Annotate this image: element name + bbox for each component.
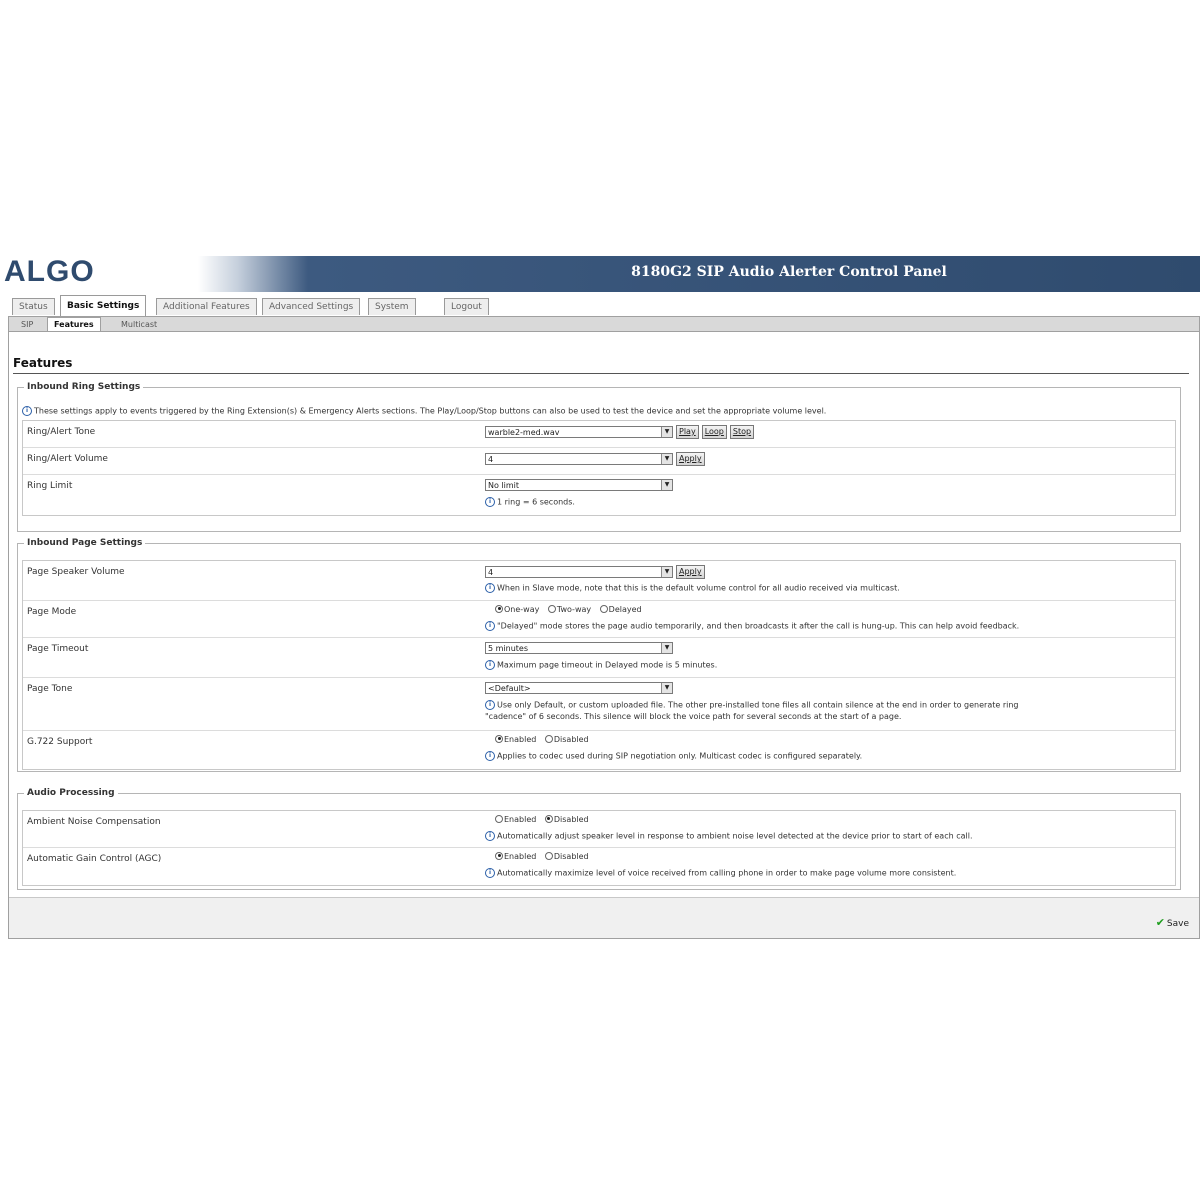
- g722-enabled-radio[interactable]: [495, 735, 503, 743]
- check-icon: ✔: [1155, 916, 1165, 929]
- audio-processing-rows: [22, 810, 1176, 886]
- agc-label: Automatic Gain Control (AGC): [27, 854, 162, 864]
- agc-enabled-label: Enabled: [504, 852, 537, 861]
- anc-hint-text: Automatically adjust speaker level in response to ambient noise level detected at the device prior to start of each call.: [497, 831, 973, 841]
- info-icon: i: [485, 497, 495, 507]
- inbound-ring-note-text: These settings apply to events triggered by the Ring Extension(s) & Emergency Alerts sections. The Play/Loop/Stop buttons can also be used to test the device and set the appropriate volume level.: [34, 406, 827, 416]
- g722-hint-text: Applies to codec used during SIP negotiation only. Multicast codec is configured separately.: [497, 751, 863, 761]
- row-page-tone: [23, 678, 1175, 731]
- subtab-multicast[interactable]: Multicast: [121, 320, 158, 329]
- chevron-down-icon: ▼: [661, 683, 672, 693]
- ring-volume-select[interactable]: [485, 453, 673, 465]
- page-mode-hint-text: "Delayed" mode stores the page audio temporarily, and then broadcasts it after the call is hung-up. This can help avoid feedback.: [497, 621, 1020, 631]
- ring-volume-label: Ring/Alert Volume: [27, 454, 108, 464]
- info-icon: i: [22, 406, 32, 416]
- page-tone-hint: [485, 700, 1018, 710]
- page-tone-hint-text-2: "cadence" of 6 seconds. This silence will block the voice path for several seconds at the start of a page.: [485, 712, 902, 721]
- info-icon: i: [485, 868, 495, 878]
- page-tone-hint-text-1: Use only Default, or custom uploaded file. The other pre-installed tone files all contain silence at the end in order to generate ring: [497, 700, 1019, 710]
- g722-hint: [485, 751, 862, 761]
- inbound-ring-settings: [17, 382, 1181, 532]
- anc-hint: [485, 831, 973, 841]
- page-tone-value: <Default>: [488, 684, 531, 693]
- row-ring-tone: [23, 421, 1175, 448]
- inbound-page-settings: [17, 538, 1181, 772]
- tab-system[interactable]: System: [368, 298, 416, 315]
- chevron-down-icon: ▼: [661, 480, 672, 490]
- ring-limit-hint-text: 1 ring = 6 seconds.: [497, 497, 575, 507]
- anc-disabled-radio[interactable]: [545, 815, 553, 823]
- page-mode-two-way-radio[interactable]: [548, 605, 556, 613]
- play-button[interactable]: Play: [676, 425, 699, 439]
- footer-bar: [9, 897, 1199, 938]
- page-timeout-hint-text: Maximum page timeout in Delayed mode is 5 minutes.: [497, 660, 718, 670]
- features-panel: [8, 331, 1200, 939]
- inbound-ring-legend: Inbound Ring Settings: [27, 382, 141, 392]
- info-icon: i: [485, 831, 495, 841]
- row-page-timeout: [23, 638, 1175, 678]
- page-timeout-label: Page Timeout: [27, 644, 89, 654]
- ring-tone-controls: [485, 425, 754, 439]
- page-speaker-volume-hint: [485, 583, 900, 593]
- page-tone-controls: [485, 682, 673, 694]
- title-banner: [198, 256, 1200, 292]
- ring-limit-value: No limit: [488, 481, 520, 490]
- row-g722: [23, 731, 1175, 769]
- row-page-mode: [23, 601, 1175, 638]
- sub-tabs: [8, 316, 1200, 331]
- inbound-page-legend: Inbound Page Settings: [27, 538, 143, 548]
- ring-volume-controls: [485, 452, 705, 466]
- g722-disabled-radio[interactable]: [545, 735, 553, 743]
- agc-radios: [485, 852, 589, 861]
- page-mode-label: Page Mode: [27, 607, 77, 617]
- page-mode-one-way-radio[interactable]: [495, 605, 503, 613]
- row-anc: [23, 811, 1175, 848]
- info-icon: i: [485, 621, 495, 631]
- apply-page-volume-button[interactable]: Apply: [676, 565, 705, 579]
- anc-radios: [485, 815, 589, 824]
- info-icon: i: [485, 660, 495, 670]
- page-timeout-value: 5 minutes: [488, 644, 529, 653]
- chevron-down-icon: ▼: [661, 454, 672, 464]
- ring-limit-select[interactable]: [485, 479, 673, 491]
- page-mode-two-way-label: Two-way: [556, 605, 592, 614]
- anc-enabled-label: Enabled: [504, 815, 537, 824]
- agc-hint: [485, 868, 956, 878]
- g722-label: G.722 Support: [27, 737, 93, 747]
- page-mode-radios: [485, 605, 642, 614]
- agc-hint-text: Automatically maximize level of voice received from calling phone in order to make page volume more consistent.: [497, 868, 957, 878]
- info-icon: i: [485, 700, 495, 710]
- inbound-page-rows: [22, 560, 1176, 770]
- subtab-features[interactable]: Features: [47, 317, 101, 332]
- g722-radios: [485, 735, 589, 744]
- save-label: Save: [1166, 919, 1189, 929]
- page-title: Features: [13, 356, 1189, 374]
- info-icon: i: [485, 751, 495, 761]
- row-agc: [23, 848, 1175, 885]
- page-timeout-select[interactable]: [485, 642, 673, 654]
- header: [4, 255, 1200, 292]
- page-speaker-volume-hint-text: When in Slave mode, note that this is the default volume control for all audio received via multicast.: [497, 583, 900, 593]
- apply-ring-volume-button[interactable]: Apply: [676, 452, 705, 466]
- save-button[interactable]: [1152, 916, 1193, 930]
- ring-volume-value: 4: [488, 455, 494, 464]
- audio-processing-legend: Audio Processing: [27, 788, 115, 798]
- chevron-down-icon: ▼: [661, 643, 672, 653]
- page-timeout-hint: [485, 660, 717, 670]
- page-speaker-volume-value: 4: [488, 568, 494, 577]
- anc-label: Ambient Noise Compensation: [27, 817, 161, 827]
- chevron-down-icon: ▼: [661, 567, 672, 577]
- row-ring-volume: [23, 448, 1175, 475]
- tab-status[interactable]: Status: [12, 298, 55, 315]
- page-mode-delayed-radio[interactable]: [600, 605, 608, 613]
- chevron-down-icon: ▼: [661, 427, 672, 437]
- agc-disabled-label: Disabled: [553, 852, 589, 861]
- ring-tone-label: Ring/Alert Tone: [27, 427, 96, 437]
- ring-limit-label: Ring Limit: [27, 481, 73, 491]
- ring-limit-hint: [485, 497, 575, 507]
- control-panel-app: [4, 255, 1200, 939]
- page-tone-hint-2: [485, 712, 901, 721]
- tab-logout[interactable]: Logout: [444, 298, 489, 315]
- loop-button[interactable]: Loop: [702, 425, 727, 439]
- page-tone-label: Page Tone: [27, 684, 73, 694]
- page-mode-one-way-label: One-way: [504, 605, 540, 614]
- agc-disabled-radio[interactable]: [545, 852, 553, 860]
- page-timeout-controls: [485, 642, 673, 654]
- row-page-speaker-volume: [23, 561, 1175, 601]
- row-ring-limit: [23, 475, 1175, 515]
- tab-additional-features[interactable]: Additional Features: [156, 298, 257, 315]
- anc-disabled-label: Disabled: [553, 815, 589, 824]
- agc-enabled-radio[interactable]: [495, 852, 503, 860]
- algo-logo: ALGO: [4, 255, 95, 288]
- page-speaker-volume-select[interactable]: [485, 566, 673, 578]
- page-mode-delayed-label: Delayed: [608, 605, 642, 614]
- g722-disabled-label: Disabled: [553, 735, 589, 744]
- page-tone-select[interactable]: [485, 682, 673, 694]
- audio-processing: [17, 788, 1181, 890]
- page-mode-hint: [485, 621, 1019, 631]
- tab-advanced-settings[interactable]: Advanced Settings: [262, 298, 360, 315]
- page-speaker-volume-controls: [485, 565, 705, 579]
- inbound-ring-rows: [22, 420, 1176, 516]
- stop-button[interactable]: Stop: [730, 425, 754, 439]
- info-icon: i: [485, 583, 495, 593]
- tab-basic-settings[interactable]: Basic Settings: [60, 295, 146, 316]
- main-tabs: [8, 292, 1200, 316]
- app-title: 8180G2 SIP Audio Alerter Control Panel: [631, 264, 947, 280]
- ring-tone-select[interactable]: [485, 426, 673, 438]
- anc-enabled-radio[interactable]: [495, 815, 503, 823]
- g722-enabled-label: Enabled: [504, 735, 537, 744]
- inbound-ring-note: [22, 406, 826, 416]
- ring-limit-controls: [485, 479, 673, 491]
- ring-tone-value: warble2-med.wav: [488, 428, 560, 437]
- page-speaker-volume-label: Page Speaker Volume: [27, 567, 125, 577]
- subtab-sip[interactable]: SIP: [21, 320, 34, 329]
